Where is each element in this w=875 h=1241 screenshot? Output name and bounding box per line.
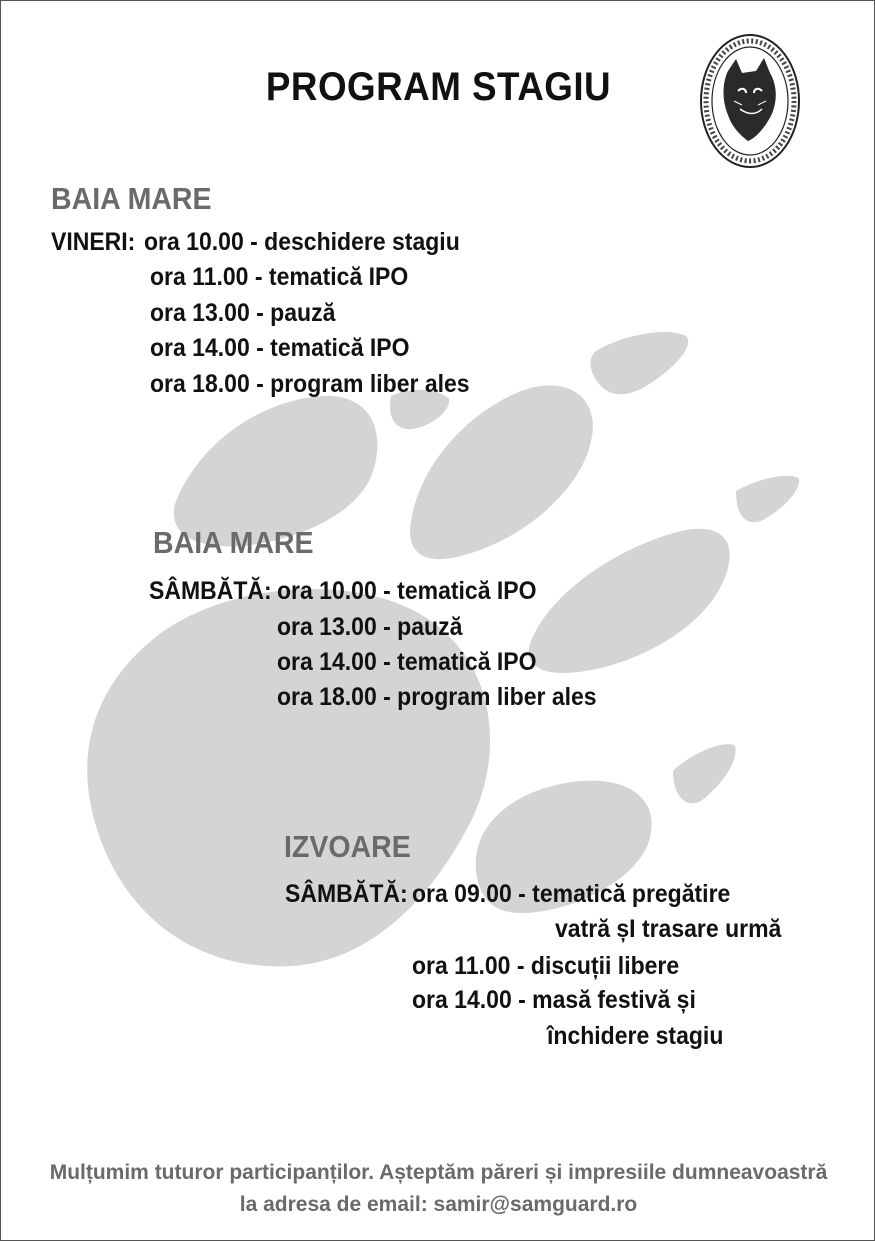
- footer-thanks: Mulțumim tuturor participanților. Așteptăm păreri și impresiile dumneavoastră: [49, 1161, 828, 1184]
- section-2-line-4: ora 18.00 - program liber ales: [277, 683, 597, 711]
- section-3-line-1: ora 09.00 - tematică pregătire: [412, 880, 731, 908]
- page-title: PROGRAM STAGIU: [265, 65, 612, 109]
- section-2-line-1: ora 10.00 - tematică IPO: [277, 577, 537, 605]
- section-1-line-2: ora 11.00 - tematică IPO: [150, 263, 409, 291]
- section-1-line-4: ora 14.00 - tematică IPO: [150, 334, 410, 362]
- section-3-day: SÂMBĂTĂ:: [285, 880, 408, 908]
- paw-claw-1: [591, 332, 689, 394]
- paw-toe-3: [529, 529, 730, 673]
- section-1-line-5: ora 18.00 - program liber ales: [150, 370, 470, 398]
- section-3-line-5: închidere stagiu: [547, 1022, 724, 1050]
- paw-claw-3: [736, 476, 799, 522]
- section-1-line-3: ora 13.00 - pauză: [150, 299, 336, 327]
- section-3-line-3: ora 11.00 - discuții libere: [412, 952, 680, 980]
- section-1-place: BAIA MARE: [51, 181, 212, 216]
- footer-email: la adresa de email: samir@samguard.ro: [239, 1193, 638, 1216]
- section-2-day: SÂMBĂTĂ:: [149, 577, 272, 605]
- section-3-line-4: ora 14.00 - masă festivă și: [412, 986, 696, 1014]
- section-1-line-1: ora 10.00 - deschidere stagiu: [144, 228, 460, 256]
- section-3-line-2: vatră șI trasare urmă: [555, 915, 782, 943]
- section-3-place: IZVOARE: [284, 829, 411, 864]
- paw-main-pad: [87, 589, 490, 966]
- section-1-day: VINERI:: [51, 228, 136, 256]
- paw-toe-1: [174, 396, 378, 546]
- section-2-line-2: ora 13.00 - pauză: [277, 613, 463, 641]
- paw-claw-4: [673, 744, 736, 803]
- section-2-line-3: ora 14.00 - tematică IPO: [277, 648, 537, 676]
- section-2-place: BAIA MARE: [153, 525, 314, 560]
- club-logo-seal: [698, 31, 802, 171]
